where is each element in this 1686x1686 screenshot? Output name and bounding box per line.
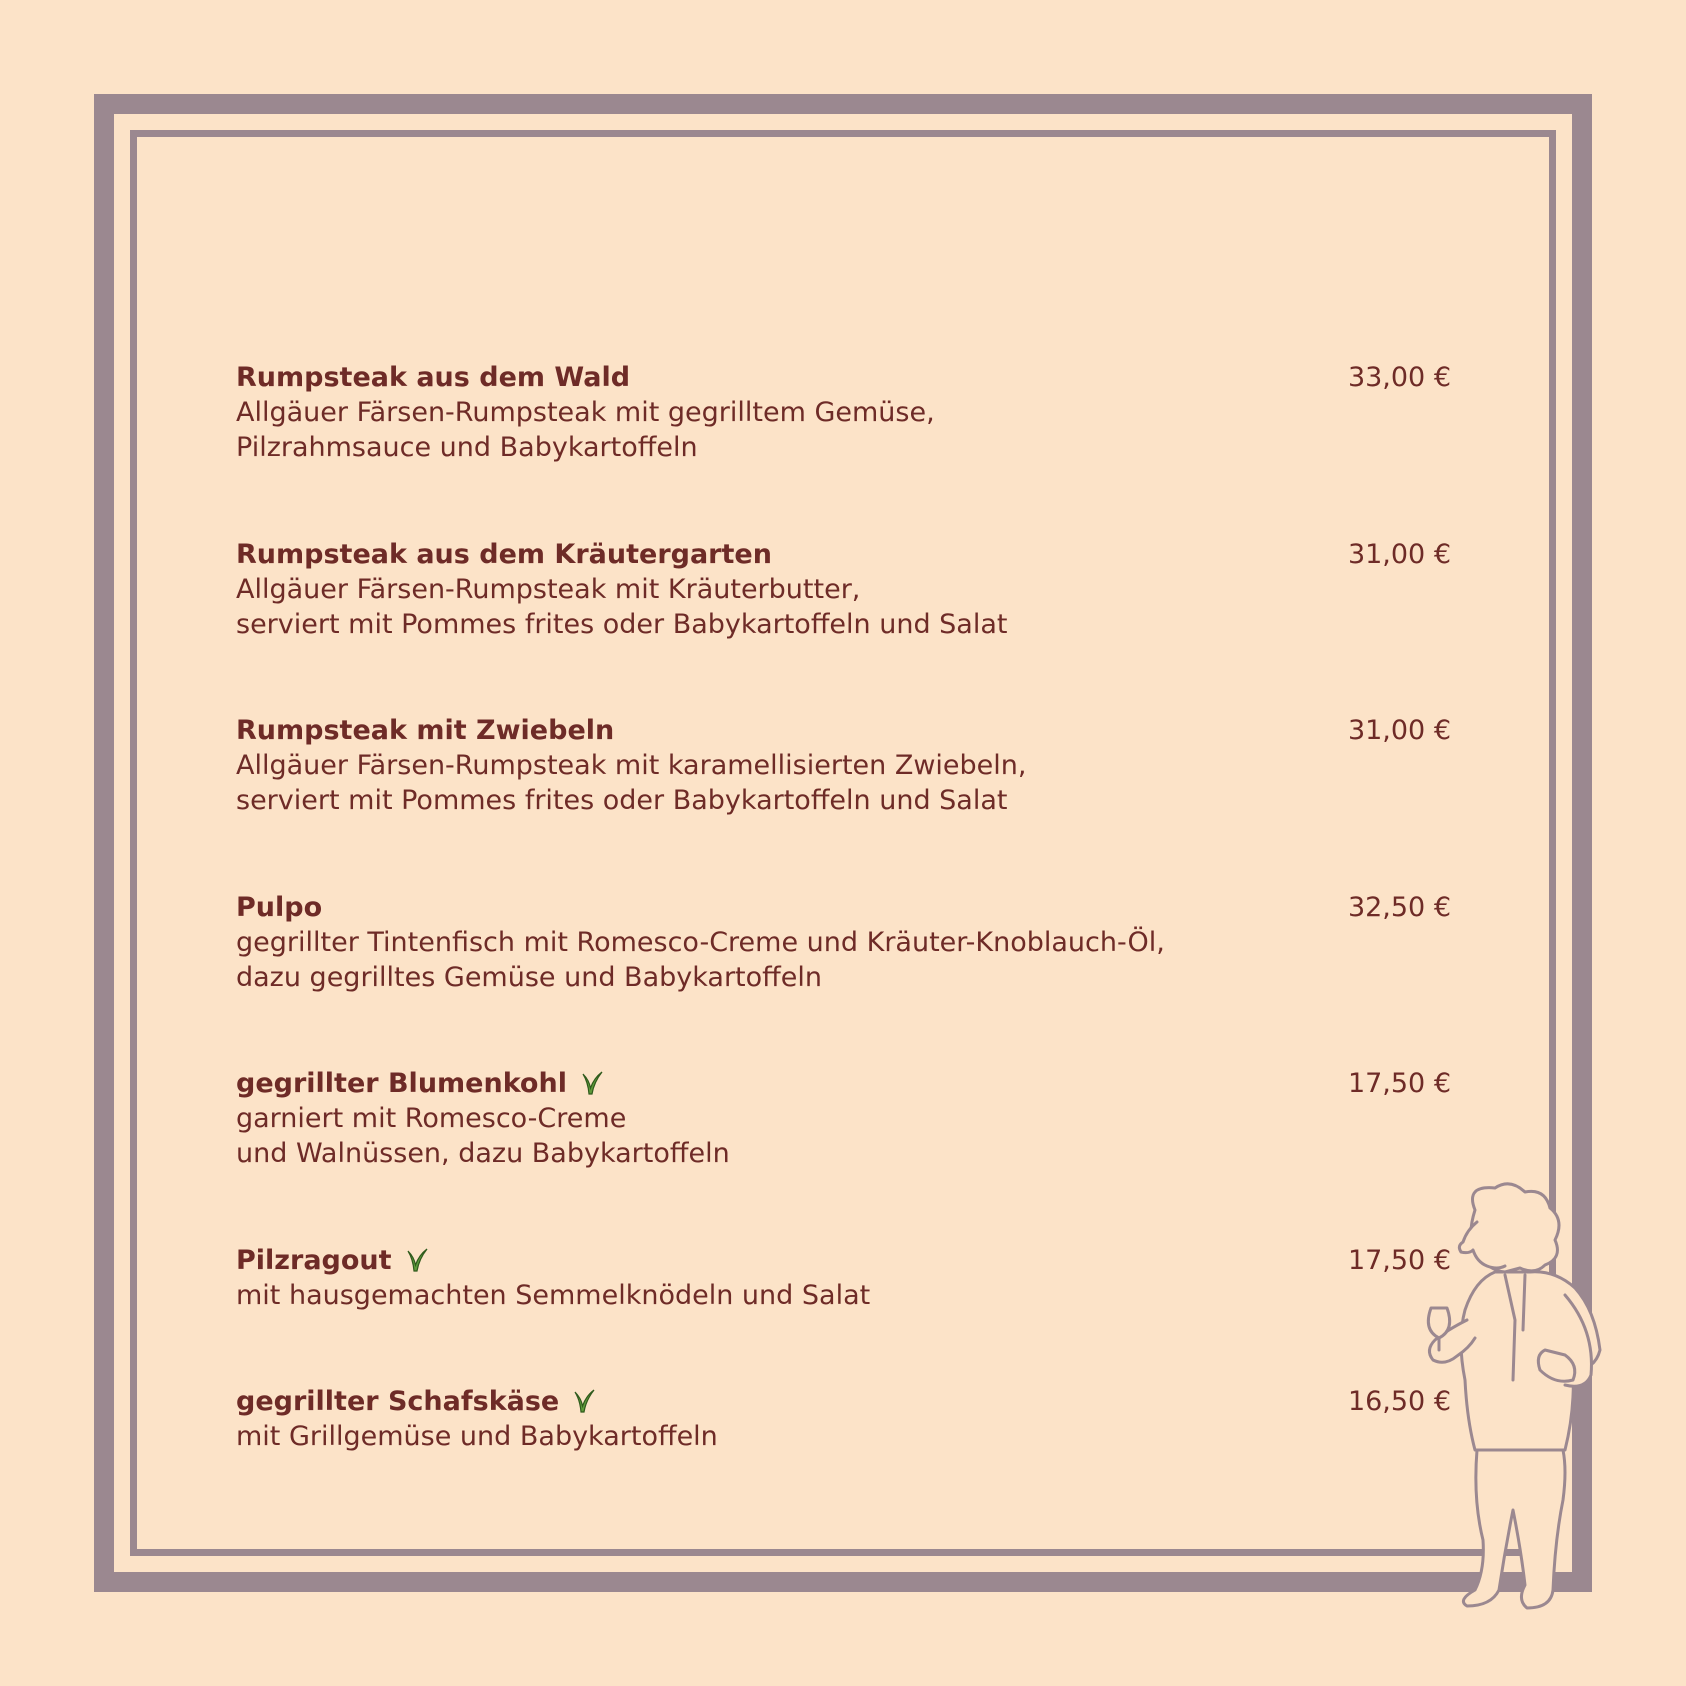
item-price: 31,00 € [1347, 715, 1451, 746]
item-name: Rumpsteak aus dem Wald [236, 362, 631, 393]
item-price: 17,50 € [1347, 1245, 1451, 1276]
menu-item [236, 713, 1451, 818]
item-description-line: Allgäuer Färsen-Rumpsteak mit gegrilltem Gemüse, [236, 397, 935, 428]
item-description-line: serviert mit Pommes frites oder Babykartoffeln und Salat [236, 609, 1008, 640]
item-description-line: Allgäuer Färsen-Rumpsteak mit karamellisierten Zwiebeln, [236, 750, 1027, 781]
vegetarian-leaf-icon [572, 1388, 596, 1414]
item-price: 31,00 € [1347, 539, 1451, 570]
item-description-line: Pilzrahmsauce und Babykartoffeln [236, 432, 698, 463]
item-name: gegrillter Blumenkohl [236, 1068, 567, 1099]
menu-item [236, 890, 1451, 995]
item-name: Rumpsteak aus dem Kräutergarten [236, 539, 772, 570]
item-price: 32,50 € [1347, 892, 1451, 923]
wine-tasting-man-illustration [1395, 1180, 1635, 1630]
item-description-line: und Walnüssen, dazu Babykartoffeln [236, 1138, 730, 1169]
menu-item [236, 537, 1451, 642]
item-description-line: gegrillter Tintenfisch mit Romesco-Creme und Kräuter-Knoblauch-Öl, [236, 927, 1165, 958]
menu-item [236, 1384, 1451, 1454]
menu-item [236, 1243, 1451, 1313]
item-description-line: serviert mit Pommes frites oder Babykartoffeln und Salat [236, 785, 1008, 816]
item-description-line: dazu gegrilltes Gemüse und Babykartoffeln [236, 962, 822, 993]
item-price: 33,00 € [1347, 362, 1451, 393]
menu-item [236, 1066, 1451, 1171]
vegetarian-leaf-icon [580, 1070, 604, 1096]
vegetarian-leaf-icon [405, 1247, 429, 1273]
menu-item [236, 360, 1451, 465]
item-name: Pilzragout [236, 1245, 392, 1276]
item-price: 16,50 € [1347, 1386, 1451, 1417]
item-description-line: mit hausgemachten Semmelknödeln und Salat [236, 1280, 871, 1311]
item-name: Pulpo [236, 892, 323, 923]
item-name: Rumpsteak mit Zwiebeln [236, 715, 615, 746]
item-description-line: Allgäuer Färsen-Rumpsteak mit Kräuterbutter, [236, 574, 861, 605]
item-price: 17,50 € [1347, 1068, 1451, 1099]
item-description-line: garniert mit Romesco-Creme [236, 1103, 627, 1134]
item-name: gegrillter Schafskäse [236, 1386, 560, 1417]
inner-border [130, 130, 1556, 1556]
item-description-line: mit Grillgemüse und Babykartoffeln [236, 1421, 718, 1452]
